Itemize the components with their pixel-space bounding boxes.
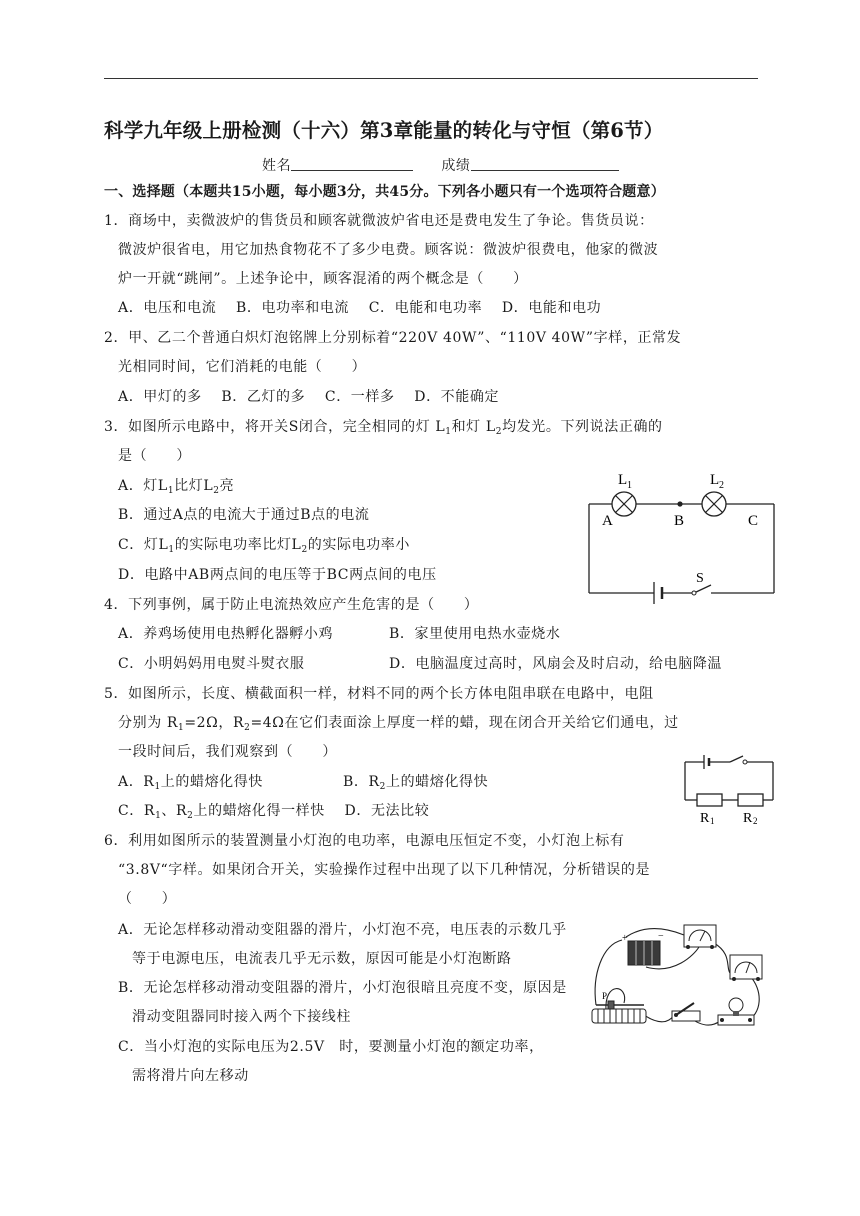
name-label: 姓名 <box>262 158 292 174</box>
point-c-label: C <box>748 513 759 529</box>
q3-line2: 是（ ） <box>118 448 191 464</box>
switch-s-label: S <box>696 571 704 586</box>
q5-resistor-circuit <box>680 752 780 824</box>
svg-text:2: 2 <box>753 816 758 824</box>
knife-switch-icon <box>672 1003 700 1021</box>
q6-option-c-line1: C．当小灯泡的实际电压为2.5V 时，要测量小灯泡的额定功率， <box>118 1039 544 1055</box>
q4-option-c: C．小明妈妈用电熨斗熨衣服 <box>118 656 305 672</box>
q5-option-a: A．$R_1$上的蜡熔化得快 <box>118 774 263 792</box>
switch-contact <box>743 760 747 764</box>
svg-text:+: + <box>622 933 628 944</box>
q6-option-b-line2: 滑动变阻器同时接入两个下接线柱 <box>132 1009 351 1025</box>
q4-line1: 4．下列事例，属于防止电流热效应产生危害的是（ ） <box>104 597 479 613</box>
name-score-line <box>262 155 619 176</box>
q6-option-b-line1: B．无论怎样移动滑动变阻器的滑片，小灯泡很暗且亮度不变，原因是 <box>118 980 567 996</box>
lamp-l1-label: L <box>618 472 628 488</box>
q5-line3: 一段时间后，我们观察到（ ） <box>118 744 337 760</box>
q6-option-a-line1: A．无论怎样移动滑动变阻器的滑片，小灯泡不亮，电压表的示数几乎 <box>118 922 567 938</box>
svg-text:2: 2 <box>719 480 724 491</box>
q1-options: A．电压和电流 B．电功率和电流 C．电能和电功率 D．电能和电功 <box>118 300 602 316</box>
page-title: 科学九年级上册检测（十六）第3章能量的转化与守恒（第6节） <box>104 119 664 142</box>
svg-text:−: − <box>658 931 664 942</box>
q4-option-a: A．养鸡场使用电热孵化器孵小鸡 <box>118 626 334 642</box>
q6-line2: “3.8V“字样。如果闭合开关，实验操作过程中出现了以下几种情况，分析错误的是 <box>118 862 651 878</box>
switch-pivot <box>692 591 696 595</box>
q5-line1: 5．如图所示，长度、横截面积一样，材料不同的两个长方体电阻串联在电路中，电阻 <box>104 686 654 702</box>
lamp-l1-icon <box>612 492 636 516</box>
r1-label: R <box>700 811 710 824</box>
q1-line1: 1．商场中，卖微波炉的售货员和顾客就微波炉省电还是费电发生了争论。售货员说： <box>104 213 654 229</box>
lamp-l2-icon <box>702 492 726 516</box>
q5-line2: 分别为 $R_1=2\Omega$，$R_2=4\Omega$在它们表面涂上厚度一样的蜡，现在闭合开关给它们通电，过 <box>118 715 679 733</box>
ammeter-icon <box>684 925 716 949</box>
rheostat-icon <box>592 991 646 1023</box>
q4-option-b: B．家里使用电热水壶烧水 <box>389 626 561 642</box>
q1-line3: 炉一开就“跳闸”。上述争论中，顾客混淆的两个概念是（ ） <box>118 271 528 287</box>
header-rule <box>104 78 758 79</box>
svg-text:1: 1 <box>710 816 715 824</box>
lamp-l2-label: L <box>710 472 720 488</box>
q3-option-a: A．灯$L_1$比灯$L_2$亮 <box>118 478 235 496</box>
q3-line1: 3．如图所示电路中，将开关S闭合，完全相同的灯 $L_1$和灯 $L_2$均发光。下列说法正确的 <box>104 419 663 437</box>
resistor-r2-icon <box>738 794 763 806</box>
q5-option-b: B．$R_2$上的蜡熔化得快 <box>343 774 489 792</box>
section-heading: 一、选择题（本题共15小题，每小题3分，共45分。下列各小题只有一个选项符合题意） <box>104 184 665 200</box>
q6-line1: 6．利用如图所示的装置测量小灯泡的电功率，电源电压恒定不变，小灯泡上标有 <box>104 833 625 849</box>
q6-option-a-line2: 等于电源电压，电流表几乎无示数，原因可能是小灯泡断路 <box>132 951 512 967</box>
bulb-icon <box>718 998 754 1025</box>
q3-option-d: D．电路中AB两点间的电压等于BC两点间的电压 <box>118 567 437 583</box>
name-blank[interactable] <box>291 155 413 171</box>
score-blank[interactable] <box>471 155 619 171</box>
node-b-dot <box>677 501 682 506</box>
q6-line3: （ ） <box>118 891 177 907</box>
q3-circuit-diagram <box>584 466 780 606</box>
point-b-label: B <box>674 513 685 529</box>
q5-option-c-d: C．$R_1$、$R_2$上的蜡熔化得一样快 D．无法比较 <box>118 803 430 821</box>
slider-p-label: P <box>602 991 608 1001</box>
q2-line1: 2．甲、乙二个普通白炽灯泡铭牌上分别标着“220V 40W”、“110V 40W”字样，正常发 <box>104 330 682 346</box>
voltmeter-icon <box>730 955 762 981</box>
r2-label: R <box>743 811 753 824</box>
q3-option-c: C．灯$L_1$的实际电功率比灯$L_2$的实际电功率小 <box>118 537 410 555</box>
q6-apparatus-diagram <box>584 915 774 1041</box>
point-a-label: A <box>602 513 613 529</box>
q2-options: A．甲灯的多 B．乙灯的多 C．一样多 D．不能确定 <box>118 389 500 405</box>
score-label: 成绩 <box>441 158 471 174</box>
q3-option-b: B．通过A点的电流大于通过B点的电流 <box>118 507 370 523</box>
q4-option-d: D．电脑温度过高时，风扇会及时启动，给电脑降温 <box>389 656 723 672</box>
resistor-r1-icon <box>697 794 722 806</box>
q1-line2: 微波炉很省电，用它加热食物花不了多少电费。顾客说：微波炉很费电，他家的微波 <box>118 242 659 258</box>
q6-option-c-line2: 需将滑片向左移动 <box>132 1068 249 1084</box>
q2-line2: 光相同时间，它们消耗的电能（ ） <box>118 359 367 375</box>
svg-text:1: 1 <box>627 480 632 491</box>
